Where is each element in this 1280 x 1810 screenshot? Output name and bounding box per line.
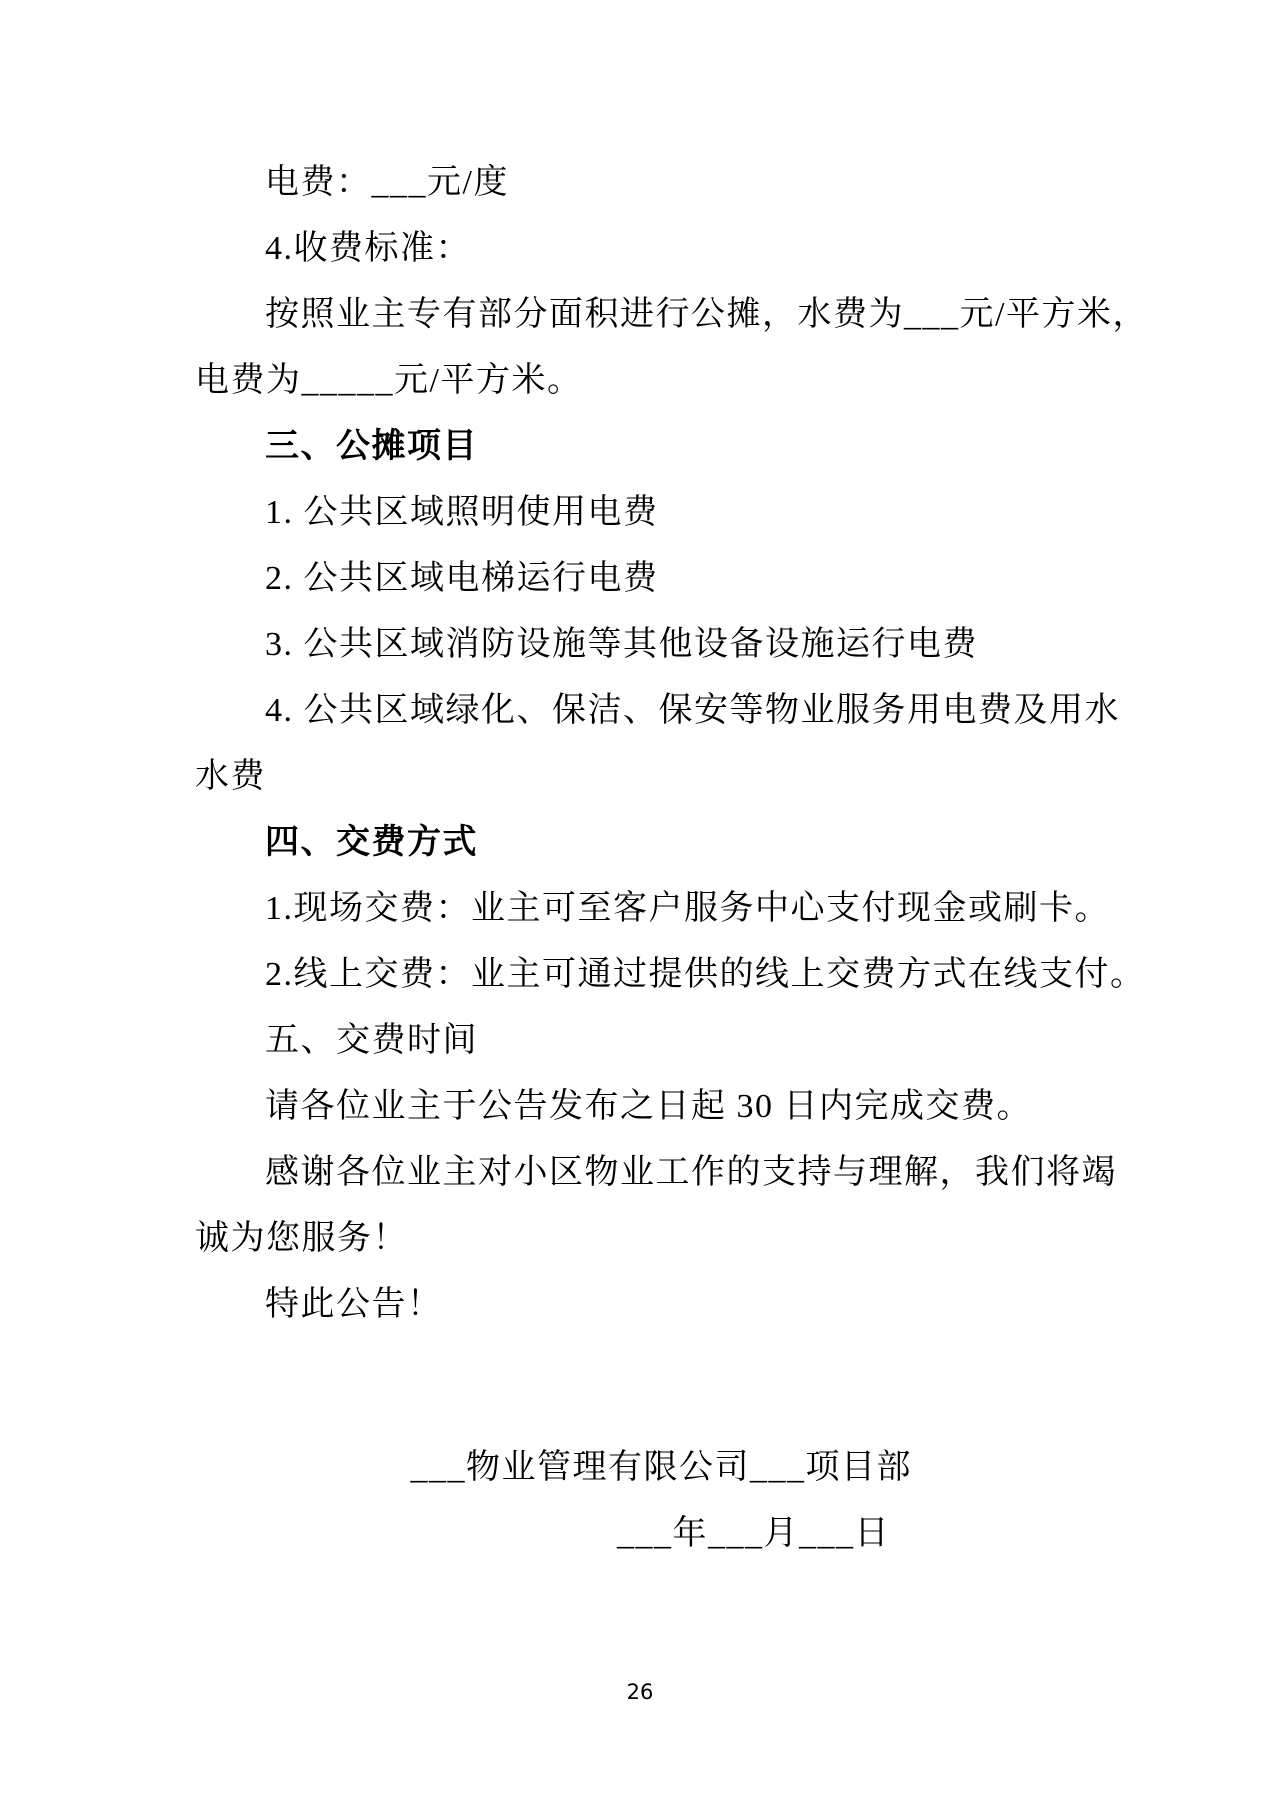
- list-item-greening-cleaning-security: 4. 公共区域绿化、保洁、保安等物业服务用电费及用水: [265, 692, 1120, 729]
- heading-section-3-apportioned-items: 三、公摊项目: [265, 428, 478, 465]
- line-thanks-1: 感谢各位业主对小区物业工作的支持与理解，我们将竭: [265, 1154, 1117, 1191]
- line-payment-deadline: 请各位业主于公告发布之日起 30 日内完成交费。: [265, 1088, 1032, 1125]
- line-closing-announcement: 特此公告！: [265, 1286, 443, 1323]
- line-payment-onsite: 1.现场交费：业主可至客户服务中心支付现金或刷卡。: [265, 890, 1110, 927]
- document-body: [195, 150, 1148, 1338]
- signature-date-line: ___年___月___日: [617, 1515, 890, 1552]
- list-item-fire-equipment-electricity: 3. 公共区域消防设施等其他设备设施运行电费: [265, 626, 978, 663]
- signature-block: [411, 1435, 913, 1567]
- signature-company-line: ___物业管理有限公司___项目部: [410, 1449, 912, 1486]
- line-electric-fee-blank: 电费：___元/度: [265, 164, 509, 201]
- list-item-greening-continuation: 水费: [195, 758, 266, 795]
- list-item-lighting-electricity: 1. 公共区域照明使用电费: [265, 494, 659, 531]
- heading-section-4-payment-methods: 四、交费方式: [265, 824, 478, 861]
- line-fee-standard-label: 4.收费标准：: [265, 230, 471, 267]
- list-item-elevator-electricity: 2. 公共区域电梯运行电费: [265, 560, 659, 597]
- page-number: 26: [626, 1680, 654, 1704]
- line-payment-online: 2.线上交费：业主可通过提供的线上交费方式在线支付。: [265, 956, 1146, 993]
- line-apportion-rule-1: 按照业主专有部分面积进行公摊，水费为___元/平方米，: [265, 296, 1148, 333]
- line-apportion-rule-2: 电费为_____元/平方米。: [195, 362, 583, 399]
- heading-section-5-payment-time: 五、交费时间: [265, 1022, 478, 1059]
- line-thanks-2: 诚为您服务！: [195, 1220, 408, 1257]
